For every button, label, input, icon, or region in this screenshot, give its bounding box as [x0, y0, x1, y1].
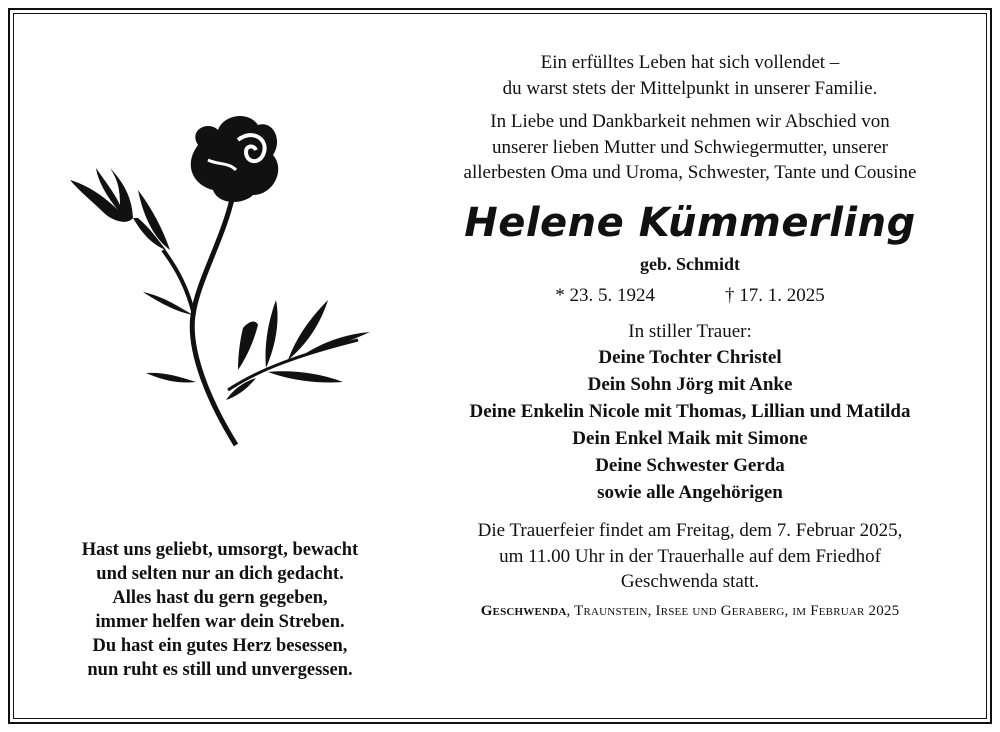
maiden-name: geb. Schmidt	[639, 253, 740, 274]
birth-date: * 23. 5. 1924	[555, 285, 655, 306]
family-member: Deine Enkelin Nicole mit Thomas, Lillian und Matilda	[469, 401, 911, 422]
funeral-line: Die Trauerfeier findet am Freitag, dem 7. Februar 2025,	[477, 520, 903, 541]
poem-line: immer helfen war dein Streben.	[95, 612, 345, 632]
family-member: Dein Sohn Jörg mit Anke	[587, 374, 793, 395]
poem-line: Du hast ein gutes Herz besessen,	[92, 636, 348, 656]
poem	[40, 538, 400, 682]
intro-line: du warst stets der Mittelpunkt in unserer Familie.	[502, 77, 878, 99]
poem-line: Hast uns geliebt, umsorgt, bewacht	[81, 540, 359, 560]
intro-line: allerbesten Oma und Uroma, Schwester, Tante und Cousine	[463, 162, 917, 183]
family-member: Deine Schwester Gerda	[595, 455, 785, 476]
deceased-name: Helene Kümmerling	[464, 199, 916, 246]
poem-line: und selten nur an dich gedacht.	[96, 564, 344, 584]
funeral-line: Geschwenda statt.	[620, 571, 760, 592]
funeral-line: um 11.00 Uhr in der Trauerhalle auf dem Friedhof	[499, 545, 881, 567]
family-list	[425, 344, 955, 506]
rose-icon	[58, 100, 378, 460]
life-dates	[425, 283, 955, 309]
family-member: Dein Enkel Maik mit Simone	[572, 428, 808, 449]
funeral-info	[425, 518, 955, 595]
poem-line: nun ruht es still und unvergessen.	[87, 660, 353, 680]
poem-line: Alles hast du gern gegeben,	[112, 588, 328, 608]
place-rest: , Traunstein, Irsee und Geraberg, im Februar 2025	[566, 602, 900, 619]
death-date: † 17. 1. 2025	[725, 285, 825, 306]
place-main: Geschwenda	[480, 602, 567, 619]
announcement	[425, 50, 955, 624]
family-member: Deine Tochter Christel	[598, 347, 782, 368]
intro-line: unserer lieben Mutter und Schwiegermutter, unserer	[492, 136, 888, 158]
place-and-date	[425, 599, 955, 625]
mourning-heading: In stiller Trauer:	[628, 320, 752, 342]
intro-line: In Liebe und Dankbarkeit nehmen wir Abschied von	[490, 111, 890, 132]
intro-line: Ein erfülltes Leben hat sich vollendet –	[540, 52, 840, 73]
family-member: sowie alle Angehörigen	[597, 482, 783, 503]
